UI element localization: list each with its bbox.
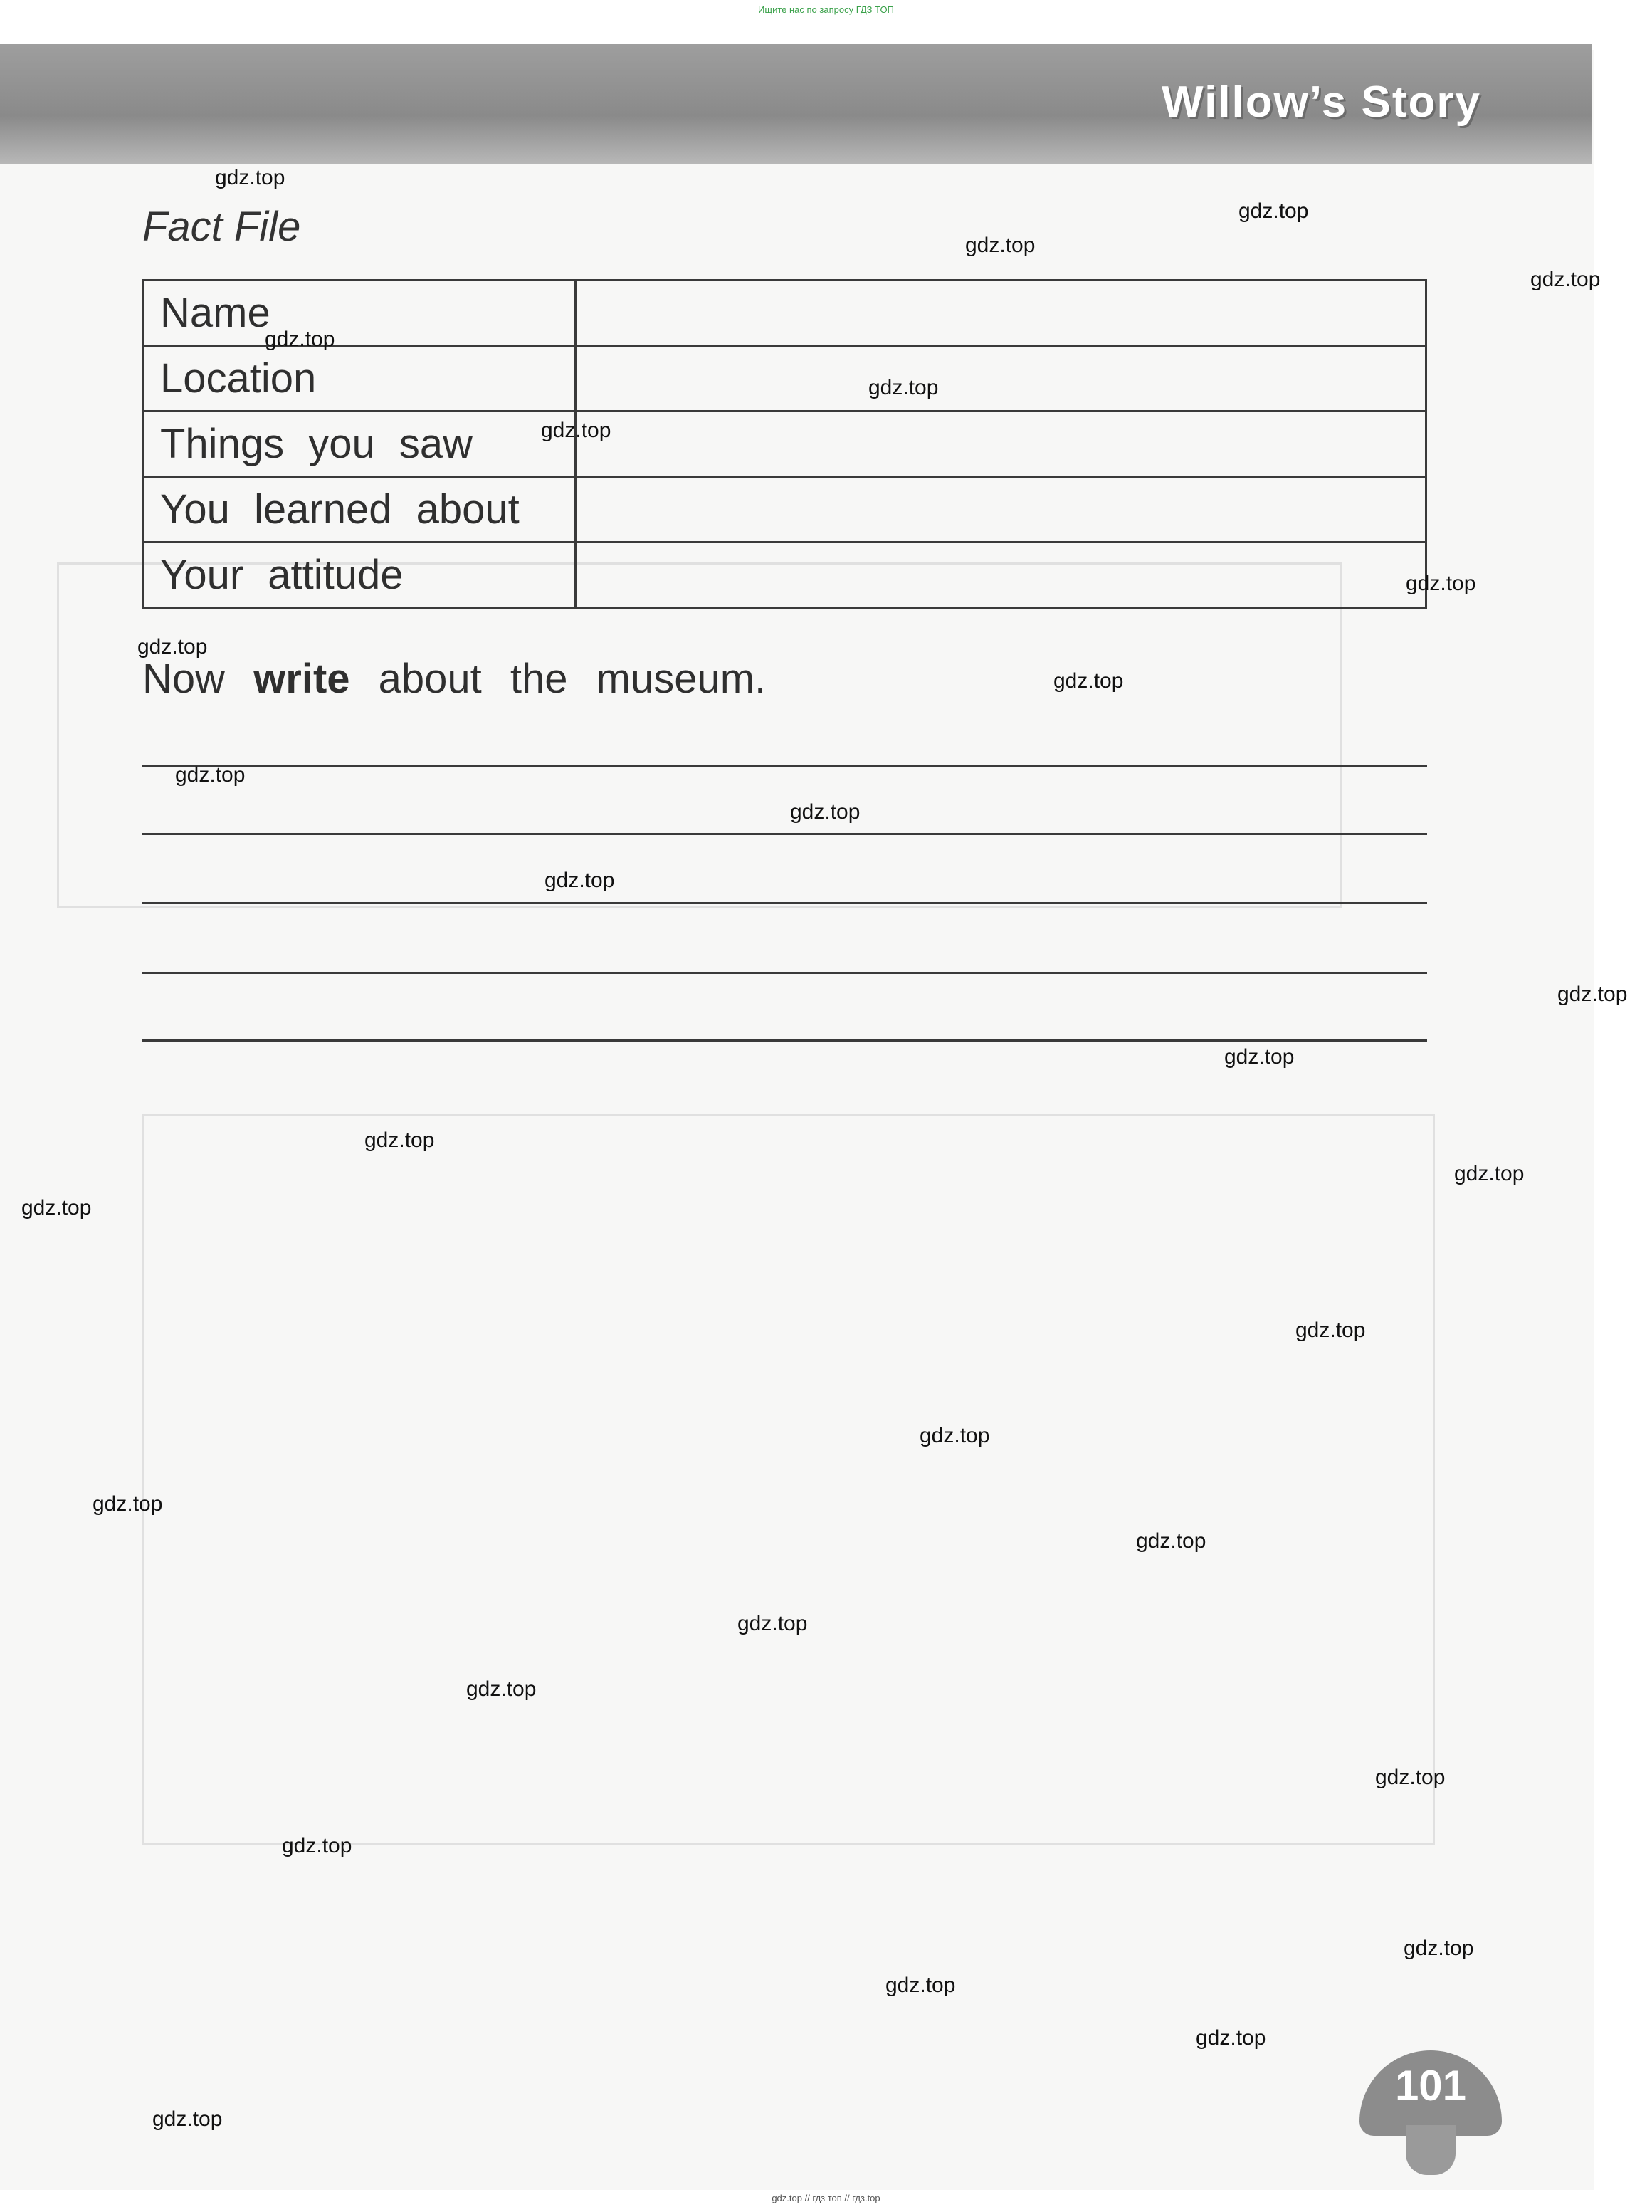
fact-file-title: Fact File — [142, 204, 301, 250]
table-row — [144, 281, 1426, 346]
watermark: gdz.top — [1238, 199, 1309, 223]
watermark: gdz.top — [1454, 1162, 1525, 1185]
row-label-your-attitude: Your attitude — [144, 542, 576, 608]
page-number: 101 — [1394, 2062, 1467, 2109]
watermark: gdz.top — [175, 763, 246, 787]
row-answer-name[interactable] — [576, 281, 1426, 346]
table-row — [144, 412, 1426, 477]
row-label-location: Location — [144, 346, 576, 412]
row-label-you-learned-about: You learned about — [144, 477, 576, 542]
table-row — [144, 477, 1426, 542]
watermark: gdz.top — [790, 800, 861, 824]
mushroom-stem-icon — [1406, 2125, 1456, 2175]
watermark: gdz.top — [1295, 1319, 1366, 1342]
table-row — [144, 542, 1426, 608]
writing-line[interactable] — [142, 833, 1427, 835]
watermark: gdz.top — [920, 1424, 990, 1447]
watermark: gdz.top — [1224, 1045, 1295, 1069]
watermark: gdz.top — [1053, 669, 1124, 693]
watermark: gdz.top — [1136, 1529, 1206, 1553]
row-answer-location[interactable] — [576, 346, 1426, 412]
watermark: gdz.top — [965, 234, 1036, 257]
show-through-table-2 — [142, 1114, 1435, 1845]
watermark: gdz.top — [466, 1677, 537, 1701]
instruction-suffix: about the museum. — [378, 656, 767, 702]
row-answer-things-you-saw[interactable] — [576, 412, 1426, 477]
writing-line[interactable] — [142, 972, 1427, 974]
watermark: gdz.top — [282, 1834, 352, 1857]
watermark: gdz.top — [215, 166, 285, 189]
watermark: gdz.top — [21, 1196, 92, 1220]
watermark: gdz.top — [1557, 982, 1628, 1006]
watermark: gdz.top — [1530, 268, 1601, 291]
watermark: gdz.top — [93, 1492, 163, 1516]
watermark: gdz.top — [885, 1973, 956, 1997]
watermark: gdz.top — [541, 419, 611, 442]
writing-line[interactable] — [142, 765, 1427, 767]
writing-instruction — [142, 655, 766, 703]
instruction-emphasis: write — [253, 656, 350, 702]
watermark: gdz.top — [1375, 1766, 1446, 1789]
row-label-name: Name — [144, 281, 576, 346]
row-answer-you-learned-about[interactable] — [576, 477, 1426, 542]
watermark: gdz.top — [1196, 2026, 1266, 2050]
writing-line[interactable] — [142, 902, 1427, 904]
show-through-table — [57, 562, 1342, 908]
row-label-things-you-saw: Things you saw — [144, 412, 576, 477]
writing-line[interactable] — [142, 1039, 1427, 1042]
watermark: gdz.top — [1404, 1936, 1474, 1960]
watermark: gdz.top — [364, 1128, 435, 1152]
header-title: Willow’s Story — [1162, 78, 1481, 127]
row-answer-your-attitude[interactable] — [576, 542, 1426, 608]
fact-file-table — [142, 279, 1427, 609]
watermark: gdz.top — [152, 2107, 223, 2131]
watermark: gdz.top — [544, 869, 615, 892]
watermark: gdz.top — [868, 376, 939, 399]
watermark: gdz.top — [737, 1612, 808, 1635]
table-row — [144, 346, 1426, 412]
top-note: Ищите нас по запросу ГДЗ ТОП — [758, 4, 894, 15]
watermark: gdz.top — [137, 635, 208, 659]
watermark: gdz.top — [1406, 572, 1476, 595]
bottom-note: gdz.top // гдз топ // гдз.top — [772, 2193, 880, 2203]
watermark: gdz.top — [265, 327, 335, 351]
instruction-prefix: Now — [142, 656, 226, 702]
